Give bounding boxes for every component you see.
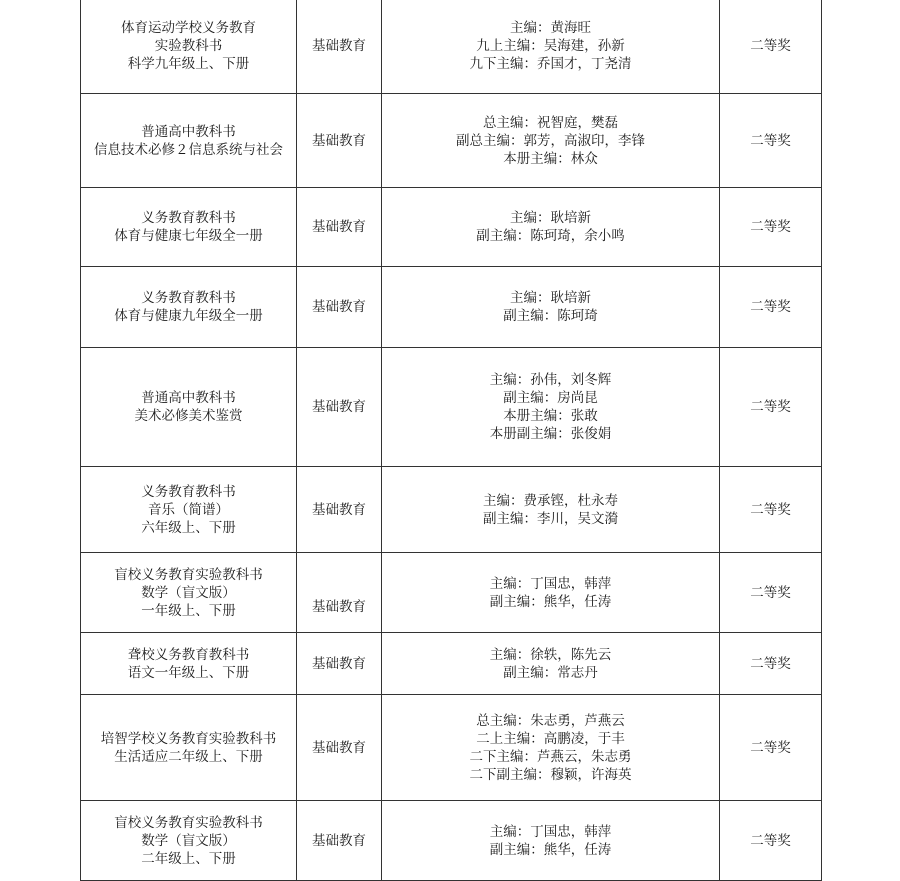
editor-line: 主编：耿培新 [510,210,591,226]
editor-line: 主编：黄海旺 [510,20,591,36]
editors-cell [382,348,720,467]
book-title-line: 培智学校义务教育实验教科书 [100,730,277,747]
category-text: 基础教育 [312,655,366,672]
award-text: 二等奖 [750,739,791,756]
table-row [81,267,822,348]
book-title-cell [81,467,297,553]
category-text: 基础教育 [312,399,366,415]
table-row [81,94,822,188]
book-title-line: 数学（盲文版） [141,832,236,849]
book-title-line: 信息技术必修２信息系统与社会 [94,141,283,158]
book-title-cell [81,348,297,467]
book-title-line: 二年级上、下册 [141,850,236,867]
category-text: 基础教育 [312,501,366,518]
editors-cell [382,267,720,348]
editor-line: 总主编：朱志勇，芦燕云 [476,712,625,729]
book-title-line: 实验教科书 [154,38,223,54]
category-text: 基础教育 [312,132,366,149]
category-cell [297,695,382,801]
book-title-cell [81,188,297,267]
book-title-line: 普通高中教科书 [141,390,236,406]
editor-line: 主编：丁国忠，韩萍 [489,823,612,840]
category-text: 基础教育 [312,38,366,54]
category-cell [297,188,382,267]
award-cell [720,553,822,633]
table-row [81,801,822,881]
editor-line: 二下主编：芦燕云，朱志勇 [469,748,632,765]
award-cell [720,633,822,695]
book-title-line: 义务教育教科书 [141,210,236,226]
category-cell [297,348,382,467]
category-cell [297,267,382,348]
award-text: 二等奖 [750,132,791,149]
book-title-line: 音乐（简谱） [148,501,229,518]
award-cell [720,94,822,188]
editors-cell [382,633,720,695]
editors-cell [382,695,720,801]
book-title-line: 义务教育教科书 [141,483,236,500]
book-title-line: 聋校义务教育教科书 [127,646,250,663]
award-text: 二等奖 [750,219,791,235]
book-title-line: 义务教育教科书 [141,290,236,306]
book-title-cell [81,94,297,188]
table-row [81,467,822,553]
editor-line: 本册副主编：张俊娟 [489,426,612,442]
award-text: 二等奖 [750,501,791,518]
editor-line: 本册主编：林众 [503,150,598,167]
awards-table [80,0,822,881]
editor-line: 主编：孙伟，刘冬辉 [489,372,612,388]
category-cell [297,94,382,188]
book-title-line: 普通高中教科书 [141,123,236,140]
category-text: 基础教育 [312,739,366,756]
category-cell [297,0,382,94]
editor-line: 主编：徐轶，陈先云 [489,646,612,663]
editor-line: 本册主编：张敢 [503,408,598,424]
editors-cell [382,0,720,94]
book-title-line: 一年级上、下册 [141,602,236,619]
editors-cell [382,553,720,633]
table-row [81,348,822,467]
table-row [81,633,822,695]
book-title-line: 科学九年级上、下册 [127,56,250,72]
book-title-line: 生活适应二年级上、下册 [114,748,263,765]
book-title-cell [81,801,297,881]
category-cell [297,467,382,553]
book-title-cell [81,553,297,633]
book-title-line: 盲校义务教育实验教科书 [114,566,263,583]
editor-line: 副总主编：郭芳，高淑印，李锋 [456,132,645,149]
editor-line: 副主编：房尚昆 [503,390,598,406]
award-text: 二等奖 [750,399,791,415]
editor-line: 九上主编：吴海建，孙新 [476,38,625,54]
book-title-line: 体育运动学校义务教育 [121,20,256,36]
award-cell [720,188,822,267]
editor-line: 九下主编：乔国才，丁尧清 [469,56,632,72]
editors-cell [382,188,720,267]
award-cell [720,0,822,94]
editor-line: 副主编：陈珂琦，余小鸣 [476,228,625,244]
category-cell [297,801,382,881]
editor-line: 副主编：熊华，任涛 [489,841,612,858]
book-title-line: 体育与健康七年级全一册 [114,228,263,244]
editor-line: 副主编：陈珂琦 [503,308,598,324]
book-title-line: 数学（盲文版） [141,584,236,601]
editors-cell [382,467,720,553]
award-cell [720,801,822,881]
table-row [81,553,822,633]
book-title-cell [81,633,297,695]
book-title-cell [81,0,297,94]
book-title-line: 美术必修美术鉴赏 [134,408,243,424]
table-row [81,0,822,94]
editor-line: 副主编：李川，吴文漪 [483,510,618,527]
editor-line: 主编：耿培新 [510,290,591,306]
category-text: 基础教育 [312,832,366,849]
award-text: 二等奖 [750,832,791,849]
editor-line: 副主编：常志丹 [503,664,598,681]
book-title-line: 六年级上、下册 [141,519,236,536]
award-text: 二等奖 [750,38,791,54]
award-text: 二等奖 [750,299,791,315]
editor-line: 二下副主编：穆颖，许海英 [469,766,632,783]
editor-line: 二上主编：高鹏凌，于丰 [476,730,625,747]
book-title-line: 体育与健康九年级全一册 [114,308,263,324]
editors-cell [382,94,720,188]
book-title-cell [81,695,297,801]
award-cell [720,695,822,801]
table-row [81,188,822,267]
category-cell [297,633,382,695]
book-title-cell [81,267,297,348]
editor-line: 总主编：祝智庭，樊磊 [483,114,618,131]
award-text: 二等奖 [750,584,791,601]
table-row [81,695,822,801]
editors-cell [382,801,720,881]
award-cell [720,467,822,553]
category-text: 基础教育 [312,219,366,235]
book-title-line: 语文一年级上、下册 [127,664,250,681]
editor-line: 副主编：熊华，任涛 [489,593,612,610]
category-text: 基础教育 [312,599,366,615]
editor-line: 主编：费承铿，杜永寿 [483,492,618,509]
award-cell [720,267,822,348]
category-text: 基础教育 [312,299,366,315]
award-cell [720,348,822,467]
editor-line: 主编：丁国忠，韩萍 [489,575,612,592]
category-cell [297,553,382,633]
award-text: 二等奖 [750,655,791,672]
book-title-line: 盲校义务教育实验教科书 [114,814,263,831]
